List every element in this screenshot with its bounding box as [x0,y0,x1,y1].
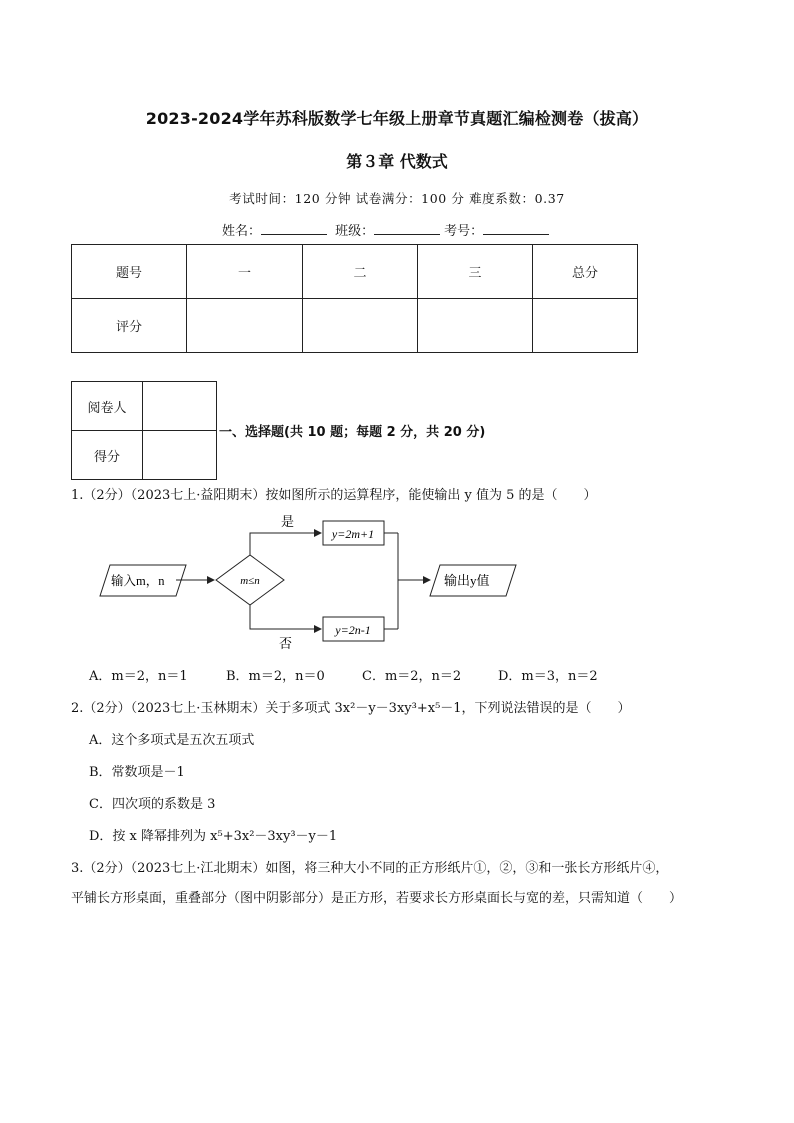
id-label: 考号： [444,224,484,239]
score-row-label: 评分 [72,299,187,353]
flow-no-formula: y=2n-1 [335,623,371,637]
flow-condition-text: m≤n [240,575,260,587]
score-col-total: 总分 [533,245,638,299]
exam-info: 考试时间：120 分钟 试卷满分：100 分 难度系数：0.37 [229,191,565,206]
exam-title: 2023-2024学年苏科版数学七年级上册章节真题汇编检测卷（拔高） [145,109,649,128]
class-label: 班级： [335,224,375,239]
question-1-option-a[interactable]: A．m＝2，n＝1 [89,669,188,684]
score-col-1: 一 [187,245,303,299]
score-col-2: 二 [303,245,418,299]
flow-input-text: 输入m，n [111,574,165,588]
flow-arrow-yes [250,533,321,555]
flow-no-label: 否 [279,636,293,651]
name-label: 姓名： [222,224,262,239]
question-1-stem: 1.（2分）（2023七上·益阳期末）按如图所示的运算程序，能使输出 y 值为 5 的是（ ） [71,488,597,503]
score-header-label: 题号 [72,245,187,299]
question-3-stem-line1: 3.（2分）（2023七上·江北期末）如图，将三种大小不同的正方形纸片①，②，③和一张长方形纸片④， [71,861,669,876]
question-1-option-c[interactable]: C．m＝2，n＝2 [362,669,462,684]
question-1-option-b[interactable]: B．m＝2，n＝0 [226,669,325,684]
section-heading: 一、选择题(共 10 题；每题 2 分，共 20 分) [219,425,486,440]
question-2-option-c[interactable]: C．四次项的系数是 3 [89,797,216,812]
question-3-stem-line2: 平铺长方形桌面，重叠部分（图中阴影部分）是正方形，若要求长方形桌面长与宽的差，只需知道（ ） [71,891,683,906]
flow-yes-label: 是 [281,514,295,529]
question-2-option-b[interactable]: B．常数项是－1 [89,765,185,780]
question-2-stem: 2.（2分）（2023七上·玉林期末）关于多项式 3x²－y－3xy³+x⁵－1，下列说法错误的是（ ） [71,701,631,716]
question-1-option-d[interactable]: D．m＝3，n＝2 [498,669,598,684]
score-col-3: 三 [418,245,533,299]
grader-score-label: 得分 [72,431,143,480]
question-2-option-a[interactable]: A．这个多项式是五次五项式 [89,733,255,748]
chapter-subtitle: 第３章 代数式 [346,152,448,171]
question-2-option-d[interactable]: D．按 x 降幂排列为 x⁵+3x²－3xy³－y－1 [89,829,338,844]
flow-output-text: 输出y值 [444,573,490,588]
flow-yes-formula: y=2m+1 [331,527,375,541]
flow-arrow-no [250,605,321,629]
grader-label: 阅卷人 [72,382,143,431]
